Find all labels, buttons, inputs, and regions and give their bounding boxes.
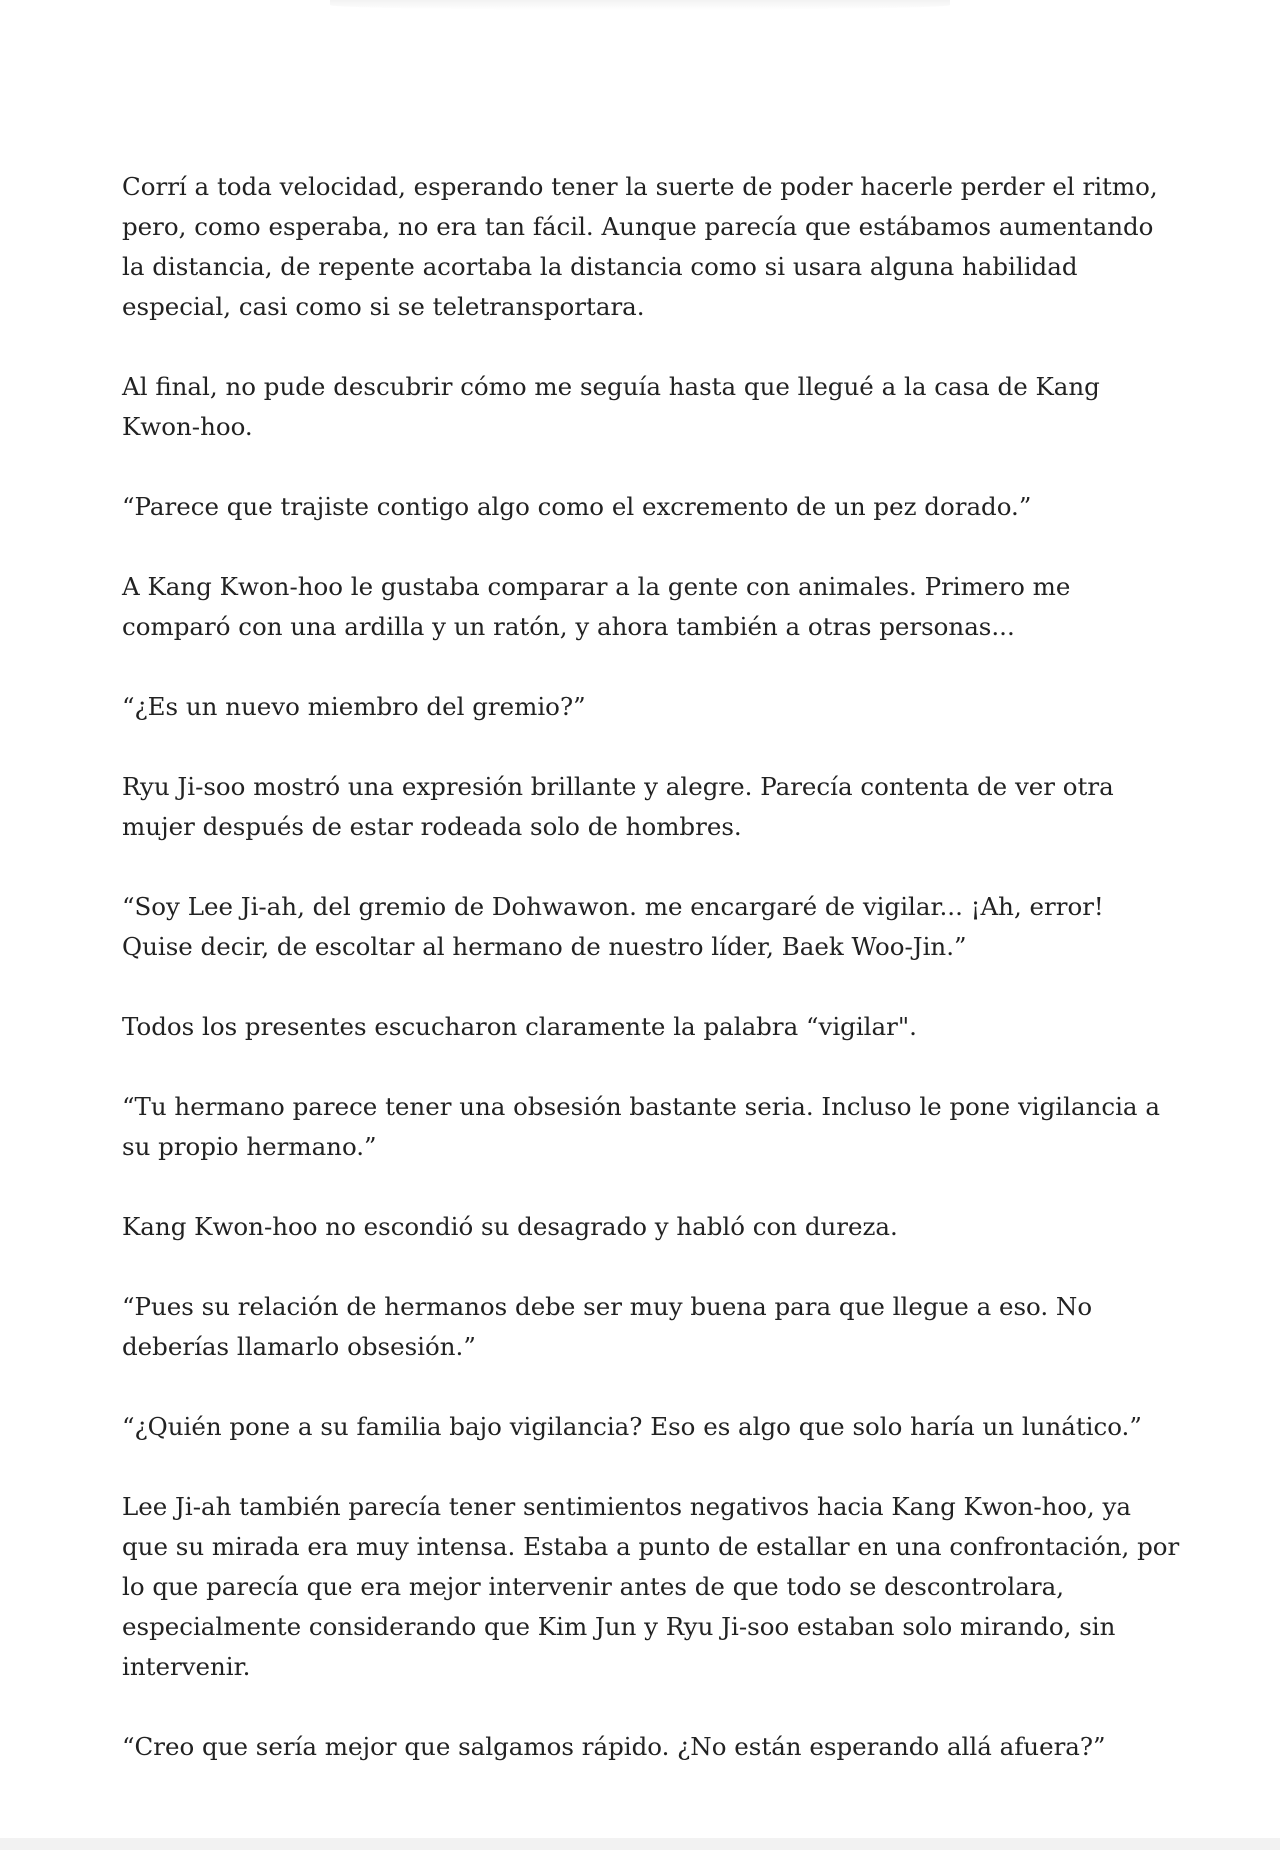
- paragraph: “¿Quién pone a su familia bajo vigilancia? Eso es algo que solo haría un lunático.”: [122, 1412, 1142, 1441]
- document-body: [122, 167, 1182, 1807]
- paragraph: “Creo que sería mejor que salgamos rápido. ¿No están esperando allá afuera?”: [122, 1732, 1106, 1761]
- paragraph: A Kang Kwon-hoo le gustaba comparar a la gente con animales. Primero me comparó con una ardilla y un ratón, y ahora también a otras personas...: [122, 572, 1071, 641]
- paragraph: Lee Ji-ah también parecía tener sentimientos negativos hacia Kang Kwon-hoo, ya que su mirada era muy intensa. Estaba a punto de estallar en una confrontación, por lo que parecía que era mejor intervenir antes de que todo se descontrolara, especialmente considerando que Kim Jun y Ryu Ji-soo estaban solo mirando, sin intervenir.: [122, 1492, 1180, 1681]
- paragraph: Todos los presentes escucharon claramente la palabra “vigilar".: [122, 1012, 917, 1041]
- paragraph: Corrí a toda velocidad, esperando tener la suerte de poder hacerle perder el ritmo, pero, como esperaba, no era tan fácil. Aunque parecía que estábamos aumentando la distancia, de repente acortaba la distancia como si usara alguna habilidad especial, casi como si se teletransportara.: [122, 172, 1158, 321]
- paragraph: “Parece que trajiste contigo algo como el excremento de un pez dorado.”: [122, 492, 1032, 521]
- paragraph: Al final, no pude descubrir cómo me seguía hasta que llegué a la casa de Kang Kwon-hoo.: [122, 372, 1100, 441]
- paragraph: “¿Es un nuevo miembro del gremio?”: [122, 692, 586, 721]
- paragraph: “Tu hermano parece tener una obsesión bastante seria. Incluso le pone vigilancia a su propio hermano.”: [122, 1092, 1160, 1161]
- bottom-bar: [0, 1838, 1280, 1850]
- paragraph: “Pues su relación de hermanos debe ser muy buena para que llegue a eso. No deberías llamarlo obsesión.”: [122, 1292, 1093, 1361]
- top-shadow: [330, 0, 950, 10]
- paragraph: “Soy Lee Ji-ah, del gremio de Dohwawon. me encargaré de vigilar... ¡Ah, error! Quise decir, de escoltar al hermano de nuestro líder, Baek Woo-Jin.”: [122, 892, 1104, 961]
- paragraph: Kang Kwon-hoo no escondió su desagrado y habló con dureza.: [122, 1212, 898, 1241]
- paragraph: Ryu Ji-soo mostró una expresión brillante y alegre. Parecía contenta de ver otra mujer después de estar rodeada solo de hombres.: [122, 772, 1114, 841]
